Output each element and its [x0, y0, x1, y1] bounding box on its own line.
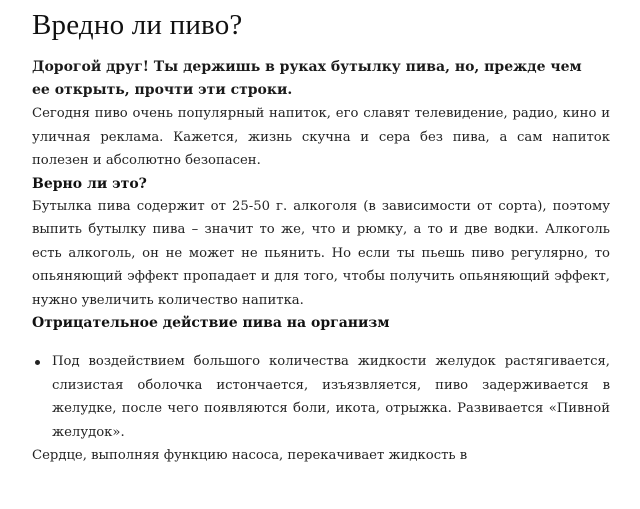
- article-title: Вредно ли пиво?: [32, 9, 243, 41]
- paragraph-heart: Сердце, выполняя функцию насоса, перекачивает жидкость в: [32, 448, 468, 463]
- paragraph-alcohol-content: Бутылка пива содержит от 25-50 г. алкоголя (в зависимости от сорта), поэтому выпить бутылку пива – значит то же, что и рюмку, а то и две водки. Алкоголь есть алкоголь, он не может не пьянить. Но если ты пьешь пиво регулярно, то опьяняющий эффект пропадает и для того, чтобы получить опьяняющий эффект, нужно увеличить количество напитка.: [32, 198, 610, 308]
- article-intro: Дорогой друг! Ты держишь в руках бутылку пива, но, прежде чем ее открыть, прочти эти строки.: [32, 59, 582, 98]
- paragraph-popularity: Сегодня пиво очень популярный напиток, его славят телевидение, радио, кино и уличная реклама. Кажется, жизнь скучна и сера без пива, а сам напиток полезен и абсолютно безопасен.: [32, 106, 610, 168]
- list-item: [52, 350, 610, 444]
- section-heading-negative-effects: Отрицательное действие пива на организм: [32, 315, 390, 331]
- list-item-text: Под воздействием большого количества жидкости желудок растягивается, слизистая оболочка истончается, изъязвляется, пиво задерживается в желудке, после чего появляются боли, икота, отрыжка. Развивается «Пивной желудок».: [52, 354, 610, 440]
- effects-list: [32, 350, 610, 444]
- article: [32, 8, 610, 468]
- bullet-icon: [35, 360, 40, 365]
- section-heading-is-it-true: Верно ли это?: [32, 175, 147, 192]
